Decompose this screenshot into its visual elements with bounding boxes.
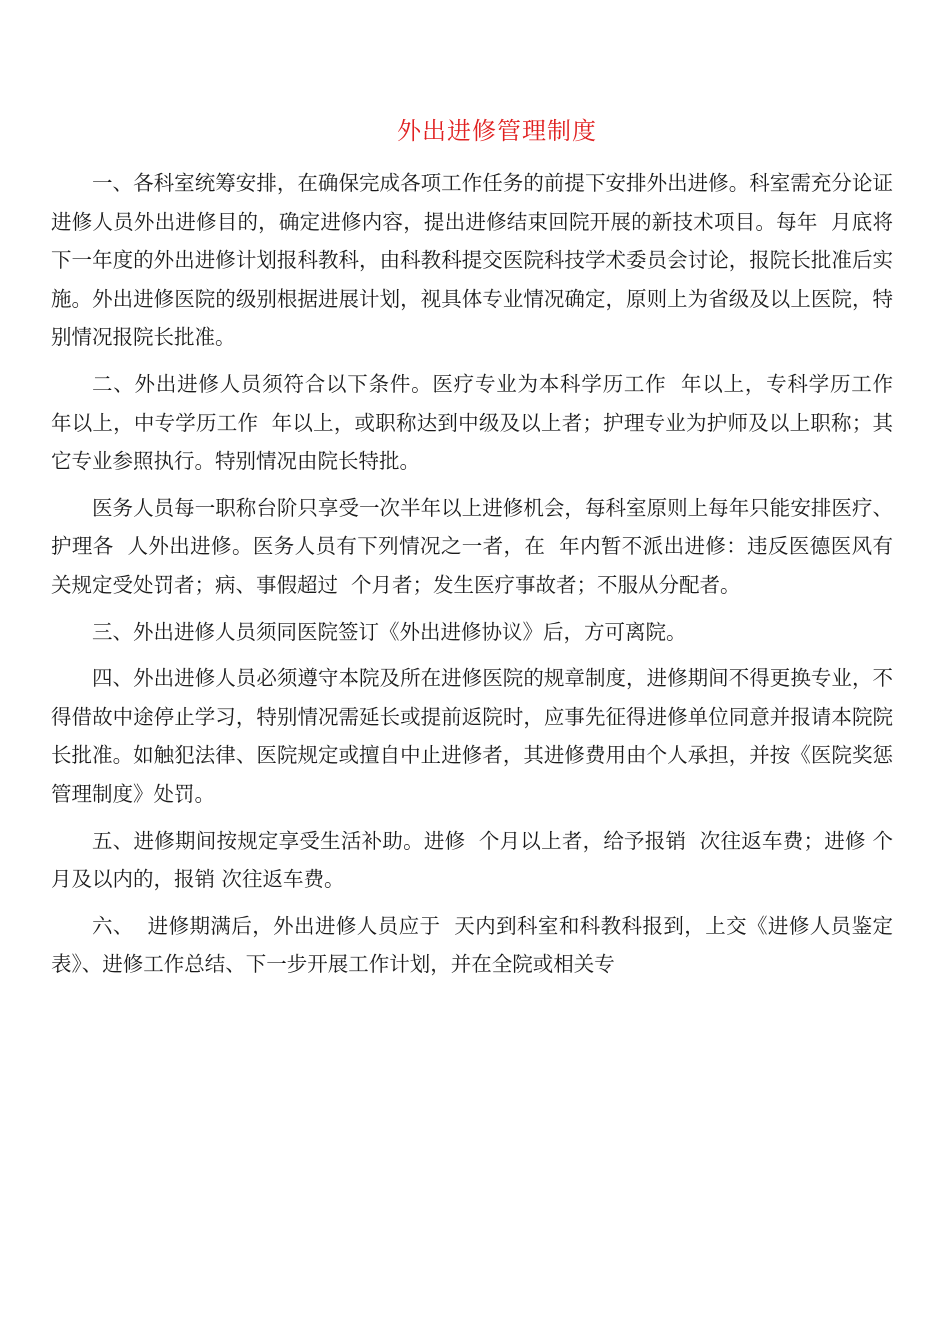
paragraph-1: 一、各科室统筹安排，在确保完成各项工作任务的前提下安排外出进修。科室需充分论证进修人员外出进修目的，确定进修内容，提出进修结束回院开展的新技术项目。每年 月底将下一年度的外出进修计划报科教科，由科教科提交医院科技学术委员会讨论，报院长批准后实施。外出进修医院的级别根据进展计划，视具体专业情况确定，原则上为省级及以上医院，特别情况报院长批准。 — [51, 171, 893, 350]
paragraph-5: 四、外出进修人员必须遵守本院及所在进修医院的规章制度，进修期间不得更换专业，不得借故中途停止学习，特别情况需延长或提前返院时，应事先征得进修单位同意并报请本院院长批准。如触犯法律、医院规定或擅自中止进修者，其进修费用由个人承担，并按《医院奖惩管理制度》处罚。 — [51, 666, 893, 806]
document-title: 外出进修管理制度 — [397, 117, 597, 145]
paragraph-4: 三、外出进修人员须同医院签订《外出进修协议》后，方可离院。 — [92, 619, 687, 644]
paragraph-2: 二、外出进修人员须符合以下条件。医疗专业为本科学历工作 年以上，专科学历工作 年以上，中专学历工作 年以上，或职称达到中级及以上者；护理专业为护师及以上职称；其它专业参照执行。特别情况由院长特批。 — [51, 371, 907, 474]
paragraph-3: 医务人员每一职称台阶只享受一次半年以上进修机会，每科室原则上每年只能安排医疗、护理各 人外出进修。医务人员有下列情况之一者，在 年内暂不派出进修：违反医德医风有关规定受处罚者；病、事假超过 个月者；发生医疗事故者；不服从分配者。 — [51, 495, 893, 597]
paragraph-7: 六、 进修期满后，外出进修人员应于 天内到科室和科教科报到，上交《进修人员鉴定表》、进修工作总结、下一步开展工作计划，并在全院或相关专 — [51, 913, 893, 977]
paragraph-6: 五、进修期间按规定享受生活补助。进修 个月以上者，给予报销 次往返车费；进修 个月及以内的，报销 次往返车费。 — [51, 828, 893, 892]
document-body — [51, 164, 907, 984]
